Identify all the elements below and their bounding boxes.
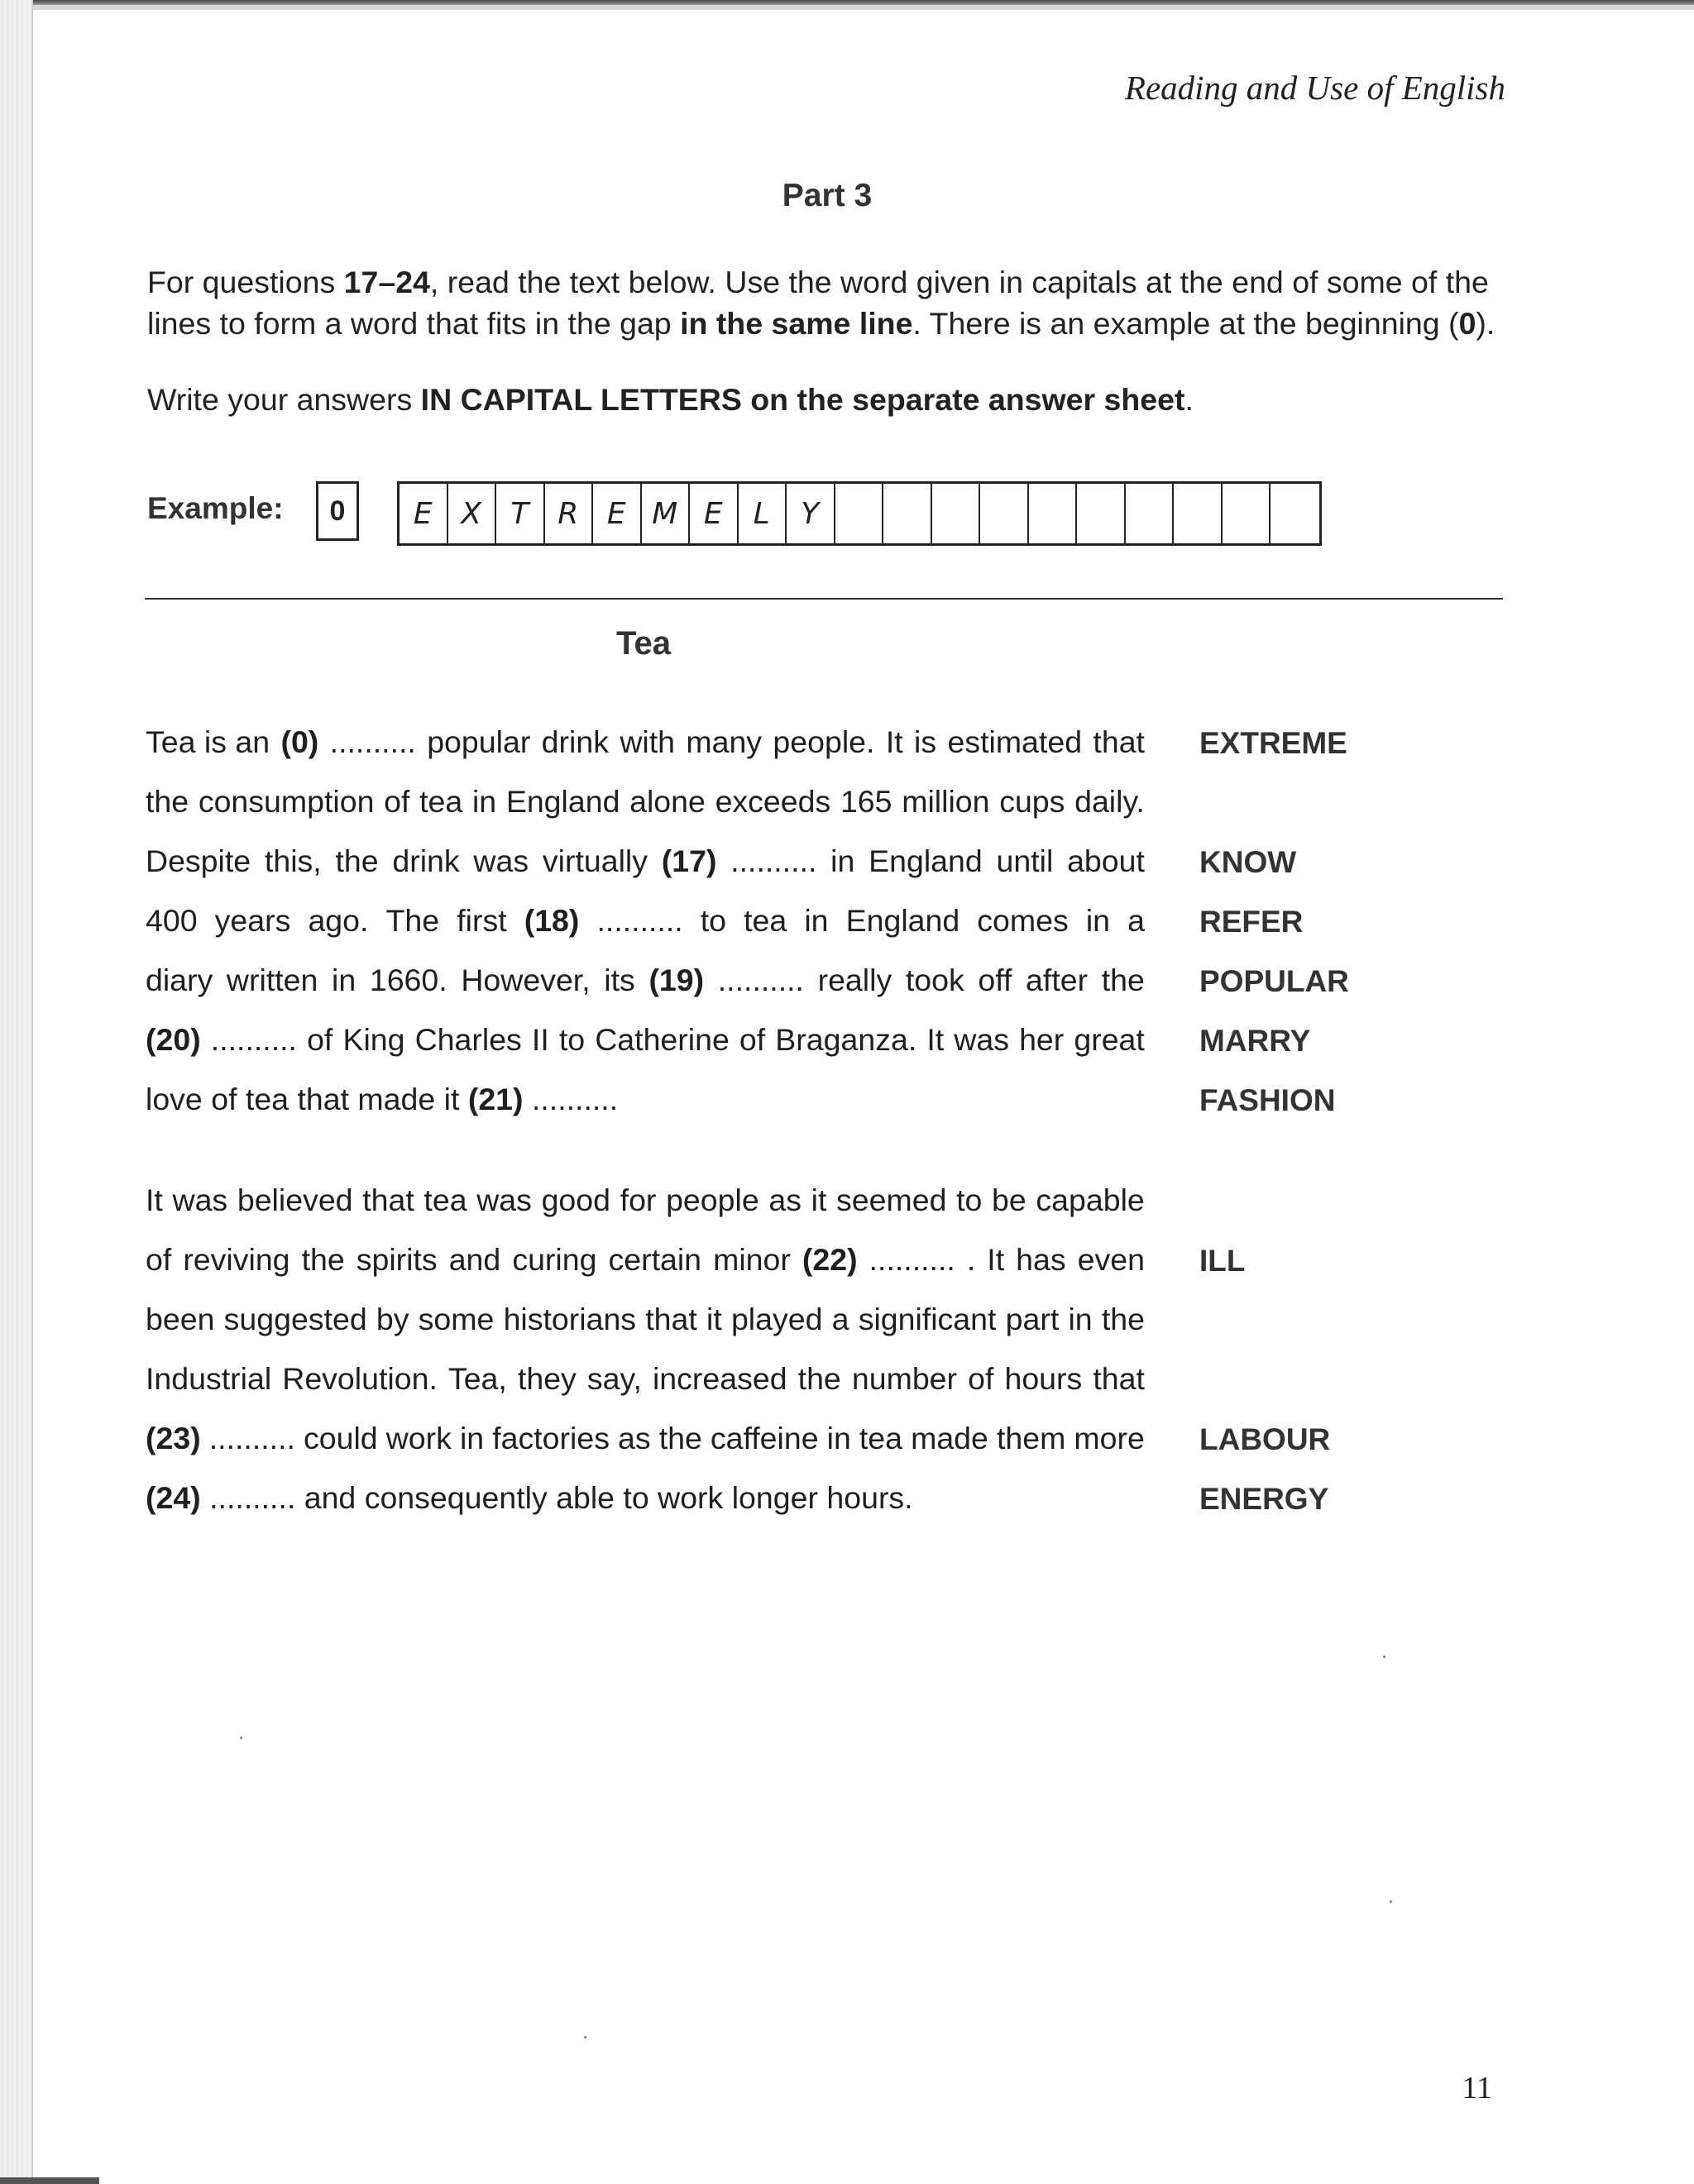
text-line — [146, 1242, 1145, 1278]
text-segment: It — [987, 1242, 1005, 1277]
answer-grid-cell — [883, 484, 932, 543]
text-segment: factories — [492, 1421, 610, 1455]
answer-grid-cell: L — [739, 484, 787, 543]
text-segment: great — [1074, 1022, 1145, 1057]
text-segment: II — [531, 1022, 549, 1057]
text-line — [146, 903, 1145, 939]
stem-word: FASHION — [1199, 1083, 1336, 1117]
instructions-paragraph-1 — [147, 261, 1504, 344]
text-segment: to — [700, 903, 727, 938]
text-segment: The — [385, 903, 440, 938]
text-segment: It — [146, 1183, 163, 1217]
text-segment: capable — [1036, 1183, 1145, 1217]
text-segment: England — [845, 903, 960, 938]
text-segment: number — [851, 1361, 958, 1396]
scan-speck — [1390, 1900, 1392, 1903]
answer-grid-cell — [835, 484, 884, 543]
answer-grid-cell — [1223, 484, 1271, 543]
text-segment: tea — [744, 903, 787, 938]
answer-grid-cell: E — [593, 484, 642, 543]
text-line — [146, 1082, 1145, 1117]
text-segment: took — [905, 963, 964, 997]
text-segment: been — [146, 1302, 215, 1336]
text-segment: million — [902, 784, 990, 819]
instructions-text: . — [1184, 382, 1194, 417]
scan-binding-rule — [31, 0, 33, 2184]
text-segment: in — [459, 1421, 485, 1455]
text-segment: about — [1067, 843, 1145, 878]
text-segment: comes — [977, 903, 1069, 938]
text-segment: England — [869, 843, 983, 878]
text-segment: played — [730, 1302, 823, 1336]
text-segment: consumption — [198, 784, 375, 819]
gap-number: (23) — [146, 1421, 201, 1455]
instructions-emphasis: IN CAPITAL LETTERS on the separate answer sheet — [420, 382, 1185, 417]
gap-number: (19) — [648, 963, 705, 997]
gap-number: (22) — [802, 1242, 858, 1277]
answer-grid-cell — [1077, 484, 1126, 543]
text-segment: the — [301, 1242, 345, 1277]
text-segment: the — [146, 784, 189, 819]
page-number: 11 — [1462, 2071, 1492, 2105]
text-segment: has — [1016, 1242, 1066, 1277]
answer-grid-cell — [1270, 484, 1319, 543]
text-segment: .......... — [329, 724, 416, 759]
stem-word: LABOUR — [1199, 1422, 1331, 1456]
text-segment: the — [1101, 963, 1145, 997]
example-reference: 0 — [1458, 306, 1476, 341]
text-segment: 400 — [146, 903, 198, 938]
text-segment: it — [706, 1302, 722, 1336]
instructions-text: . There is an example at the beginning ( — [912, 306, 1459, 341]
text-segment: seemed — [836, 1183, 947, 1217]
stem-word: MARRY — [1199, 1024, 1311, 1058]
stem-word: ILL — [1199, 1244, 1246, 1278]
text-segment: a — [1127, 903, 1145, 938]
text-segment: that — [1093, 724, 1145, 759]
text-segment: even — [1077, 1242, 1145, 1277]
text-segment: this, — [264, 843, 322, 878]
text-segment: made — [911, 1421, 988, 1455]
text-segment: the — [658, 1421, 702, 1455]
text-segment: cups — [999, 784, 1065, 819]
text-segment: as — [768, 1183, 802, 1217]
gap-number: (21) — [467, 1082, 524, 1116]
text-segment: years — [214, 903, 291, 938]
text-title: Tea — [616, 625, 671, 662]
text-segment: love of tea that made it — [146, 1082, 468, 1116]
stem-word: KNOW — [1199, 845, 1297, 879]
text-line — [146, 1302, 1145, 1337]
scan-speck — [584, 2036, 586, 2038]
text-segment: exceeds — [715, 784, 831, 819]
text-segment: some — [418, 1302, 495, 1336]
instructions-emphasis: in the same line — [680, 306, 913, 341]
text-segment: it — [811, 1183, 827, 1217]
text-segment: the — [797, 1361, 841, 1396]
text-segment: spirits — [356, 1242, 438, 1277]
text-segment: It — [885, 724, 903, 759]
answer-grid-cell: Y — [787, 484, 835, 543]
text-segment: written — [226, 963, 318, 997]
text-segment: good — [541, 1183, 610, 1217]
answer-grid-cell: T — [496, 484, 545, 543]
running-head: Reading and Use of English — [1124, 69, 1505, 107]
text-segment: reviving — [183, 1242, 290, 1277]
text-segment: was — [172, 1183, 228, 1217]
example-number-box: 0 — [316, 481, 359, 541]
answer-grid-cell — [980, 484, 1029, 543]
text-segment: tea — [424, 1183, 467, 1217]
text-segment: first — [457, 903, 507, 938]
text-segment: curing — [512, 1242, 597, 1277]
text-line — [146, 1022, 1145, 1058]
text-line — [146, 1421, 1145, 1456]
instructions — [147, 261, 1504, 420]
text-segment: of — [384, 784, 410, 819]
stem-word: ENERGY — [1199, 1482, 1329, 1516]
question-range: 17–24 — [343, 265, 430, 299]
text-segment: tea — [419, 784, 463, 819]
text-segment: part — [1005, 1302, 1060, 1336]
text-line — [146, 843, 1145, 879]
text-segment: Industrial — [146, 1361, 272, 1396]
text-segment: them — [996, 1421, 1066, 1455]
text-segment: in — [332, 963, 357, 997]
text-line — [146, 1361, 1145, 1397]
answer-grid-cell: X — [448, 484, 497, 543]
instructions-text: Write your answers — [147, 382, 421, 417]
text-segment: after — [1026, 963, 1089, 997]
text-segment: caffeine — [710, 1421, 819, 1455]
text-segment: to — [558, 1022, 586, 1057]
text-segment: virtually — [542, 843, 648, 878]
text-segment: of — [307, 1022, 333, 1057]
text-segment: to — [956, 1183, 983, 1217]
text-segment: estimated — [947, 724, 1083, 759]
text-segment: the — [335, 843, 379, 878]
text-segment: minor — [713, 1242, 791, 1277]
text-segment: more — [1074, 1421, 1145, 1455]
text-segment: significant — [858, 1302, 997, 1336]
text-line — [146, 784, 1145, 820]
text-segment: was — [476, 1183, 532, 1217]
stem-word: EXTREME — [1199, 726, 1347, 760]
text-segment: in — [826, 1421, 851, 1455]
text-segment: they — [517, 1361, 577, 1396]
text-segment: until — [996, 843, 1054, 878]
instructions-paragraph-2 — [147, 379, 1504, 420]
text-line — [146, 724, 1145, 760]
text-segment: England — [505, 784, 620, 819]
answer-grid-cell — [1126, 484, 1175, 543]
text-segment: people — [666, 1183, 759, 1217]
text-segment: of — [739, 1022, 766, 1057]
text-segment: certain — [608, 1242, 702, 1277]
text-segment: believed — [237, 1183, 353, 1217]
gap-number: (24) — [146, 1480, 201, 1515]
text-segment: .......... and consequently able to work longer hours. — [200, 1480, 913, 1515]
gap-number: (0) — [280, 724, 319, 759]
text-segment: 1660. — [369, 963, 447, 997]
scan-speck — [1383, 1656, 1385, 1658]
text-segment: and — [448, 1242, 501, 1277]
instructions-text: , read the text below. Use the word given in capitals at the end of some of the lines to form a word that fits in the gap — [147, 265, 1489, 341]
gap-number: (17) — [661, 843, 717, 878]
instructions-text: For questions — [147, 265, 344, 299]
answer-grid-cell: M — [642, 484, 691, 543]
text-segment: Braganza. — [775, 1022, 917, 1057]
gap-number: (18) — [524, 903, 580, 938]
answer-grid-cell — [1174, 484, 1223, 543]
text-segment: Despite — [146, 843, 251, 878]
text-segment: suggested — [223, 1302, 367, 1336]
text-segment: work — [385, 1421, 452, 1455]
text-segment: It — [926, 1022, 945, 1057]
text-segment: in — [1085, 903, 1111, 938]
answer-grid-cell: R — [545, 484, 594, 543]
text-segment: of — [968, 1361, 994, 1396]
scan-binding-edge — [0, 0, 31, 2184]
answer-grid-cell — [932, 484, 981, 543]
text-segment: popular — [427, 724, 531, 759]
text-segment: a — [831, 1302, 849, 1336]
text-segment: was — [473, 843, 529, 878]
text-segment: .......... — [523, 1082, 619, 1116]
gap-number: (20) — [146, 1022, 201, 1057]
text-segment: in — [1068, 1302, 1093, 1336]
text-line — [146, 1480, 1145, 1516]
text-segment: increased — [652, 1361, 787, 1396]
example-answer-grid — [397, 481, 1322, 546]
text-segment: Tea is an — [146, 724, 270, 759]
text-segment: historians — [503, 1302, 637, 1336]
text-segment: alone — [629, 784, 706, 819]
text-segment: King — [342, 1022, 405, 1057]
text-segment: is — [914, 724, 937, 759]
text-segment: However, — [461, 963, 591, 997]
text-segment: really — [817, 963, 892, 997]
stem-word: REFER — [1199, 905, 1304, 939]
text-segment: .......... — [730, 843, 817, 878]
scan-speck — [240, 1737, 242, 1739]
answer-grid-cell: E — [690, 484, 739, 543]
text-segment: .......... — [596, 903, 683, 938]
text-segment: ago. — [308, 903, 369, 938]
text-segment: .......... — [210, 1022, 297, 1057]
text-segment: .......... — [869, 1242, 955, 1277]
text-segment: in — [804, 903, 829, 938]
scan-bottom-mark — [0, 2177, 99, 2184]
text-segment: that — [1093, 1361, 1145, 1396]
text-segment: say, — [586, 1361, 642, 1396]
text-segment: . — [966, 1242, 976, 1277]
text-segment: that — [645, 1302, 697, 1336]
text-line — [146, 963, 1145, 998]
text-segment: of — [146, 1242, 172, 1277]
text-segment: for — [620, 1183, 657, 1217]
example-label: Example: — [147, 491, 284, 525]
instructions-text: ). — [1476, 306, 1495, 341]
text-segment: drink — [541, 724, 609, 759]
text-segment: tea — [859, 1421, 903, 1455]
text-segment: by — [376, 1302, 409, 1336]
text-segment: that — [362, 1183, 414, 1217]
text-segment: many — [686, 724, 763, 759]
stem-word: POPULAR — [1199, 964, 1349, 998]
text-segment: the — [1101, 1302, 1145, 1336]
text-segment: in — [471, 784, 497, 819]
text-segment: 165 — [840, 784, 892, 819]
text-segment: diary — [146, 963, 213, 997]
text-segment: its — [604, 963, 635, 997]
text-segment: Revolution. — [282, 1361, 438, 1396]
text-segment: people. — [773, 724, 875, 759]
text-segment: be — [992, 1183, 1026, 1217]
text-segment: daily. — [1074, 784, 1145, 819]
text-segment: Tea, — [447, 1361, 507, 1396]
text-segment: drink — [392, 843, 460, 878]
text-segment: as — [618, 1421, 651, 1455]
section-divider — [145, 598, 1503, 600]
text-segment: .......... — [717, 963, 804, 997]
text-segment: her — [1019, 1022, 1065, 1057]
text-segment: off — [978, 963, 1012, 997]
text-segment: in — [830, 843, 855, 878]
answer-grid-cell: E — [400, 484, 448, 543]
text-segment: could — [304, 1421, 378, 1455]
text-line — [146, 1183, 1145, 1218]
text-segment: was — [954, 1022, 1009, 1057]
text-segment: .......... — [208, 1421, 295, 1455]
text-segment: hours — [1004, 1361, 1083, 1396]
scan-top-shadow — [0, 5, 1694, 10]
text-segment: Charles — [414, 1022, 522, 1057]
answer-grid-cell — [1029, 484, 1078, 543]
part-title: Part 3 — [782, 178, 873, 213]
text-segment: with — [620, 724, 675, 759]
text-segment: Catherine — [595, 1022, 730, 1057]
